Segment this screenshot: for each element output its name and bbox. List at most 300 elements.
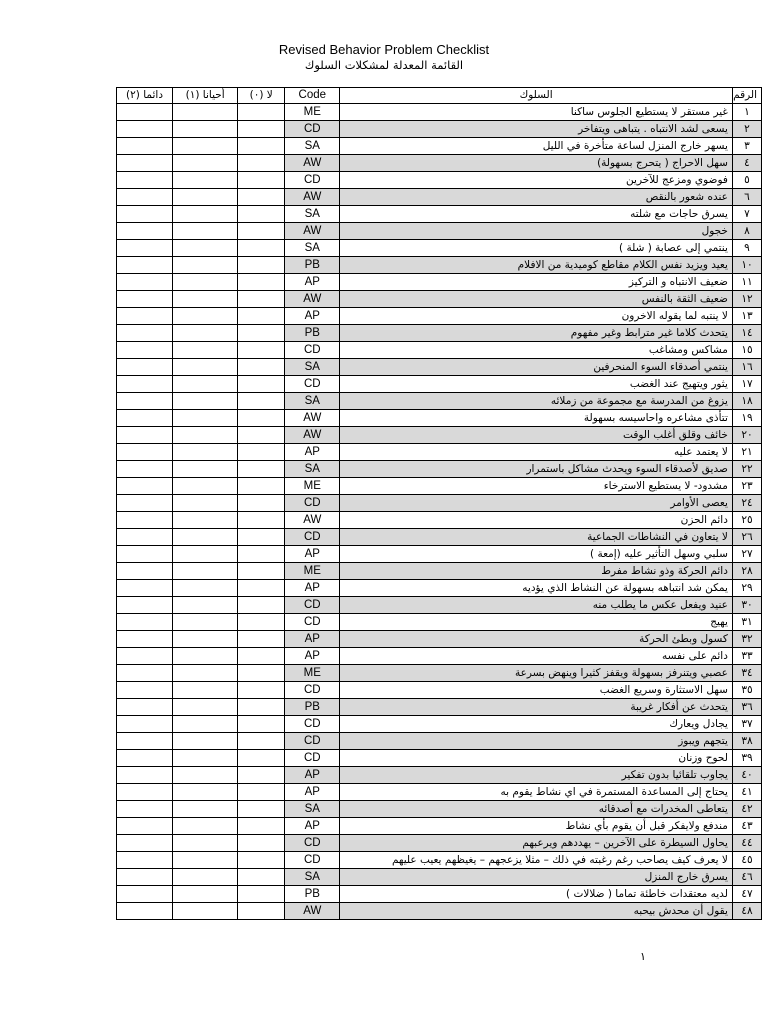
cell-always[interactable] — [117, 835, 173, 852]
cell-behavior: عنيد ويفعل عكس ما يطلب منه — [340, 597, 733, 614]
cell-no[interactable] — [238, 223, 285, 240]
cell-always[interactable] — [117, 410, 173, 427]
cell-behavior: يجاوب تلقائيا بدون تفكير — [340, 767, 733, 784]
cell-no[interactable] — [238, 529, 285, 546]
cell-sometimes[interactable] — [173, 801, 238, 818]
cell-code: CD — [285, 529, 340, 546]
cell-number: ٤٧ — [732, 886, 761, 903]
cell-no[interactable] — [238, 376, 285, 393]
cell-number: ٢٤ — [732, 495, 761, 512]
cell-behavior: غير مستقر لا يستطيع الجلوس ساكنا — [340, 104, 733, 121]
cell-no[interactable] — [238, 546, 285, 563]
cell-always[interactable] — [117, 801, 173, 818]
table-row — [117, 801, 762, 818]
cell-sometimes[interactable] — [173, 461, 238, 478]
cell-no[interactable] — [238, 410, 285, 427]
cell-no[interactable] — [238, 206, 285, 223]
cell-sometimes[interactable] — [173, 342, 238, 359]
cell-behavior: سهل الاحراج ( يتحرج بسهولة) — [340, 155, 733, 172]
cell-sometimes[interactable] — [173, 529, 238, 546]
cell-number: ١١ — [732, 274, 761, 291]
cell-no[interactable] — [238, 614, 285, 631]
cell-sometimes[interactable] — [173, 410, 238, 427]
cell-always[interactable] — [117, 699, 173, 716]
cell-no[interactable] — [238, 512, 285, 529]
table-row — [117, 172, 762, 189]
cell-always[interactable] — [117, 495, 173, 512]
cell-sometimes[interactable] — [173, 546, 238, 563]
cell-no[interactable] — [238, 325, 285, 342]
cell-sometimes[interactable] — [173, 393, 238, 410]
table-row — [117, 444, 762, 461]
cell-behavior: يسرق حاجات مع شلته — [340, 206, 733, 223]
table-row — [117, 104, 762, 121]
cell-always[interactable] — [117, 308, 173, 325]
cell-always[interactable] — [117, 121, 173, 138]
cell-code: CD — [285, 376, 340, 393]
table-header-row — [117, 88, 762, 104]
cell-behavior: خائف وقلق أغلب الوقت — [340, 427, 733, 444]
cell-no[interactable] — [238, 189, 285, 206]
cell-code: CD — [285, 614, 340, 631]
cell-code: CD — [285, 750, 340, 767]
cell-always[interactable] — [117, 614, 173, 631]
cell-code: AP — [285, 444, 340, 461]
cell-sometimes[interactable] — [173, 291, 238, 308]
table-row — [117, 529, 762, 546]
cell-no[interactable] — [238, 121, 285, 138]
cell-no[interactable] — [238, 784, 285, 801]
cell-no[interactable] — [238, 291, 285, 308]
cell-always[interactable] — [117, 393, 173, 410]
cell-behavior: كسول وبطئ الحركة — [340, 631, 733, 648]
cell-sometimes[interactable] — [173, 682, 238, 699]
cell-no[interactable] — [238, 682, 285, 699]
cell-sometimes[interactable] — [173, 886, 238, 903]
cell-number: ٣٧ — [732, 716, 761, 733]
cell-no[interactable] — [238, 665, 285, 682]
cell-behavior: يحتاج إلى المساعدة المستمرة في اي نشاط يقوم به — [340, 784, 733, 801]
cell-behavior: ينتمي إلى عصابة ( شلة ) — [340, 240, 733, 257]
cell-always[interactable] — [117, 512, 173, 529]
cell-no[interactable] — [238, 597, 285, 614]
cell-sometimes[interactable] — [173, 665, 238, 682]
cell-number: ٣٢ — [732, 631, 761, 648]
cell-sometimes[interactable] — [173, 818, 238, 835]
cell-code: SA — [285, 869, 340, 886]
cell-sometimes[interactable] — [173, 784, 238, 801]
cell-code: CD — [285, 121, 340, 138]
cell-no[interactable] — [238, 461, 285, 478]
cell-behavior: يتحدث كلاما غير مترابط وغير مفهوم — [340, 325, 733, 342]
cell-number: ١٥ — [732, 342, 761, 359]
cell-code: AP — [285, 784, 340, 801]
table-row — [117, 665, 762, 682]
table-row — [117, 274, 762, 291]
cell-no[interactable] — [238, 886, 285, 903]
cell-number: ١٨ — [732, 393, 761, 410]
cell-sometimes[interactable] — [173, 716, 238, 733]
cell-number: ٣ — [732, 138, 761, 155]
cell-behavior: لحوح وزنان — [340, 750, 733, 767]
cell-no[interactable] — [238, 444, 285, 461]
cell-behavior: لديه معتقدات خاطئة تماما ( ضلالات ) — [340, 886, 733, 903]
cell-code: AW — [285, 155, 340, 172]
table-row — [117, 597, 762, 614]
table-row — [117, 614, 762, 631]
table-row — [117, 716, 762, 733]
cell-always[interactable] — [117, 478, 173, 495]
cell-code: CD — [285, 495, 340, 512]
cell-no[interactable] — [238, 155, 285, 172]
cell-no[interactable] — [238, 767, 285, 784]
table-row — [117, 291, 762, 308]
cell-no[interactable] — [238, 733, 285, 750]
cell-always[interactable] — [117, 597, 173, 614]
cell-sometimes[interactable] — [173, 138, 238, 155]
cell-behavior: يسعى لشد الانتباه . يتباهى ويتفاخر — [340, 121, 733, 138]
cell-always[interactable] — [117, 461, 173, 478]
cell-sometimes[interactable] — [173, 512, 238, 529]
cell-always[interactable] — [117, 325, 173, 342]
cell-always[interactable] — [117, 376, 173, 393]
cell-code: AW — [285, 291, 340, 308]
cell-number: ٢٠ — [732, 427, 761, 444]
cell-always[interactable] — [117, 818, 173, 835]
cell-number: ١٩ — [732, 410, 761, 427]
table-row — [117, 155, 762, 172]
cell-behavior: يعصى الأوامر — [340, 495, 733, 512]
cell-always[interactable] — [117, 342, 173, 359]
cell-no[interactable] — [238, 240, 285, 257]
cell-number: ٢١ — [732, 444, 761, 461]
cell-no[interactable] — [238, 648, 285, 665]
cell-no[interactable] — [238, 359, 285, 376]
cell-always[interactable] — [117, 427, 173, 444]
cell-no[interactable] — [238, 104, 285, 121]
cell-always[interactable] — [117, 444, 173, 461]
cell-sometimes[interactable] — [173, 750, 238, 767]
table-row — [117, 478, 762, 495]
cell-code: SA — [285, 240, 340, 257]
cell-no[interactable] — [238, 563, 285, 580]
header-code: Code — [285, 88, 340, 104]
cell-sometimes[interactable] — [173, 852, 238, 869]
cell-sometimes[interactable] — [173, 835, 238, 852]
cell-no[interactable] — [238, 393, 285, 410]
cell-sometimes[interactable] — [173, 648, 238, 665]
cell-sometimes[interactable] — [173, 223, 238, 240]
cell-sometimes[interactable] — [173, 121, 238, 138]
cell-behavior: يتعاطى المخدرات مع أصدقائه — [340, 801, 733, 818]
cell-no[interactable] — [238, 257, 285, 274]
table-row — [117, 546, 762, 563]
cell-no[interactable] — [238, 478, 285, 495]
cell-number: ٢٧ — [732, 546, 761, 563]
cell-code: AW — [285, 512, 340, 529]
cell-no[interactable] — [238, 342, 285, 359]
cell-no[interactable] — [238, 631, 285, 648]
cell-behavior: سهل الاستثارة وسريع الغضب — [340, 682, 733, 699]
cell-number: ٦ — [732, 189, 761, 206]
table-row — [117, 325, 762, 342]
cell-behavior: سلبي وسهل التأثير عليه (إمعة ) — [340, 546, 733, 563]
cell-code: PB — [285, 699, 340, 716]
cell-code: AP — [285, 546, 340, 563]
cell-number: ٣٩ — [732, 750, 761, 767]
cell-sometimes[interactable] — [173, 308, 238, 325]
cell-sometimes[interactable] — [173, 155, 238, 172]
cell-sometimes[interactable] — [173, 580, 238, 597]
cell-behavior: عنده شعور بالنقص — [340, 189, 733, 206]
table-row — [117, 461, 762, 478]
cell-always[interactable] — [117, 750, 173, 767]
cell-number: ٢٨ — [732, 563, 761, 580]
table-row — [117, 835, 762, 852]
cell-code: AP — [285, 308, 340, 325]
cell-no[interactable] — [238, 274, 285, 291]
cell-no[interactable] — [238, 750, 285, 767]
cell-sometimes[interactable] — [173, 274, 238, 291]
cell-always[interactable] — [117, 563, 173, 580]
cell-always[interactable] — [117, 903, 173, 920]
table-row — [117, 342, 762, 359]
cell-sometimes[interactable] — [173, 767, 238, 784]
cell-number: ١ — [732, 104, 761, 121]
table-row — [117, 852, 762, 869]
cell-always[interactable] — [117, 869, 173, 886]
document-title-english: Revised Behavior Problem Checklist — [278, 42, 490, 57]
cell-no[interactable] — [238, 308, 285, 325]
cell-behavior: يحاول السيطرة على الآخرين – يهددهم ويرعبهم — [340, 835, 733, 852]
cell-sometimes[interactable] — [173, 444, 238, 461]
cell-behavior: ضعيف الثقة بالنفس — [340, 291, 733, 308]
cell-sometimes[interactable] — [173, 478, 238, 495]
cell-sometimes[interactable] — [173, 495, 238, 512]
cell-sometimes[interactable] — [173, 733, 238, 750]
cell-behavior: دائم الحزن — [340, 512, 733, 529]
cell-number: ٤٣ — [732, 818, 761, 835]
cell-behavior: فوضوي ومزعج للآخرين — [340, 172, 733, 189]
cell-no[interactable] — [238, 427, 285, 444]
table-row — [117, 784, 762, 801]
cell-number: ٢ — [732, 121, 761, 138]
cell-no[interactable] — [238, 903, 285, 920]
cell-always[interactable] — [117, 155, 173, 172]
table-row — [117, 138, 762, 155]
cell-code: SA — [285, 359, 340, 376]
cell-sometimes[interactable] — [173, 240, 238, 257]
cell-code: CD — [285, 852, 340, 869]
cell-code: CD — [285, 682, 340, 699]
cell-behavior: تتأذى مشاعره واحاسيسه بسهولة — [340, 410, 733, 427]
cell-number: ٢٥ — [732, 512, 761, 529]
cell-behavior: يزوغ من المدرسة مع مجموعة من زملائه — [340, 393, 733, 410]
cell-code: AW — [285, 223, 340, 240]
cell-sometimes[interactable] — [173, 597, 238, 614]
cell-sometimes[interactable] — [173, 614, 238, 631]
cell-behavior: يتحدث عن أفكار غريبة — [340, 699, 733, 716]
table-row — [117, 818, 762, 835]
cell-no[interactable] — [238, 869, 285, 886]
cell-always[interactable] — [117, 733, 173, 750]
cell-number: ٣٥ — [732, 682, 761, 699]
cell-code: CD — [285, 172, 340, 189]
cell-always[interactable] — [117, 189, 173, 206]
table-row — [117, 359, 762, 376]
cell-always[interactable] — [117, 886, 173, 903]
cell-behavior: يسهر خارج المنزل لساعة متأخرة في الليل — [340, 138, 733, 155]
cell-no[interactable] — [238, 818, 285, 835]
cell-number: ٢٩ — [732, 580, 761, 597]
header-always: دائما (٢) — [117, 88, 173, 104]
cell-no[interactable] — [238, 172, 285, 189]
cell-code: CD — [285, 733, 340, 750]
header-behavior: السلوك — [340, 88, 733, 104]
cell-no[interactable] — [238, 835, 285, 852]
cell-no[interactable] — [238, 495, 285, 512]
table-row — [117, 512, 762, 529]
cell-number: ٤٥ — [732, 852, 761, 869]
cell-always[interactable] — [117, 529, 173, 546]
cell-sometimes[interactable] — [173, 257, 238, 274]
cell-behavior: يثور ويتهيج عند الغضب — [340, 376, 733, 393]
header-no: لا (٠) — [238, 88, 285, 104]
cell-code: AP — [285, 274, 340, 291]
cell-number: ١٧ — [732, 376, 761, 393]
cell-code: PB — [285, 325, 340, 342]
table-row — [117, 682, 762, 699]
cell-number: ١٦ — [732, 359, 761, 376]
cell-code: PB — [285, 257, 340, 274]
cell-always[interactable] — [117, 104, 173, 121]
cell-no[interactable] — [238, 138, 285, 155]
cell-sometimes[interactable] — [173, 206, 238, 223]
cell-behavior: يعيد ويزيد نفس الكلام مقاطع كوميدية من الافلام — [340, 257, 733, 274]
cell-no[interactable] — [238, 801, 285, 818]
cell-always[interactable] — [117, 291, 173, 308]
cell-number: ٤٤ — [732, 835, 761, 852]
cell-always[interactable] — [117, 257, 173, 274]
cell-always[interactable] — [117, 784, 173, 801]
cell-behavior: مشدود- لا يستطيع الاسترخاء — [340, 478, 733, 495]
cell-always[interactable] — [117, 767, 173, 784]
cell-sometimes[interactable] — [173, 563, 238, 580]
cell-code: AP — [285, 648, 340, 665]
cell-number: ٣٦ — [732, 699, 761, 716]
cell-always[interactable] — [117, 716, 173, 733]
cell-number: ٤٨ — [732, 903, 761, 920]
cell-always[interactable] — [117, 852, 173, 869]
cell-code: AW — [285, 427, 340, 444]
cell-number: ٨ — [732, 223, 761, 240]
cell-code: ME — [285, 478, 340, 495]
cell-sometimes[interactable] — [173, 699, 238, 716]
cell-number: ٧ — [732, 206, 761, 223]
cell-always[interactable] — [117, 172, 173, 189]
cell-always[interactable] — [117, 682, 173, 699]
cell-behavior: لا يعتمد عليه — [340, 444, 733, 461]
behavior-checklist-table — [116, 87, 762, 920]
cell-code: AP — [285, 631, 340, 648]
cell-always[interactable] — [117, 580, 173, 597]
cell-behavior: خجول — [340, 223, 733, 240]
cell-behavior: ينتمي أصدقاء السوء المنحرفين — [340, 359, 733, 376]
cell-sometimes[interactable] — [173, 903, 238, 920]
cell-number: ١٣ — [732, 308, 761, 325]
cell-always[interactable] — [117, 240, 173, 257]
cell-sometimes[interactable] — [173, 869, 238, 886]
cell-code: AW — [285, 410, 340, 427]
cell-no[interactable] — [238, 580, 285, 597]
cell-number: ٣٨ — [732, 733, 761, 750]
cell-code: CD — [285, 597, 340, 614]
cell-code: ME — [285, 563, 340, 580]
cell-sometimes[interactable] — [173, 427, 238, 444]
table-row — [117, 189, 762, 206]
cell-always[interactable] — [117, 223, 173, 240]
table-row — [117, 869, 762, 886]
cell-always[interactable] — [117, 631, 173, 648]
cell-always[interactable] — [117, 138, 173, 155]
cell-behavior: يمكن شد انتباهه بسهولة عن النشاط الذي يؤديه — [340, 580, 733, 597]
cell-sometimes[interactable] — [173, 359, 238, 376]
cell-always[interactable] — [117, 359, 173, 376]
cell-code: AW — [285, 903, 340, 920]
table-row — [117, 580, 762, 597]
cell-behavior: مشاكس ومشاغب — [340, 342, 733, 359]
table-row — [117, 648, 762, 665]
table-row — [117, 240, 762, 257]
cell-code: SA — [285, 138, 340, 155]
table-row — [117, 563, 762, 580]
cell-number: ٢٦ — [732, 529, 761, 546]
cell-code: AW — [285, 189, 340, 206]
cell-always[interactable] — [117, 546, 173, 563]
cell-code: PB — [285, 886, 340, 903]
cell-always[interactable] — [117, 665, 173, 682]
cell-number: ٣٠ — [732, 597, 761, 614]
table-body — [117, 104, 762, 920]
cell-code: AP — [285, 580, 340, 597]
cell-no[interactable] — [238, 852, 285, 869]
cell-number: ٤٢ — [732, 801, 761, 818]
cell-sometimes[interactable] — [173, 325, 238, 342]
cell-sometimes[interactable] — [173, 189, 238, 206]
table-row — [117, 495, 762, 512]
table-row — [117, 121, 762, 138]
cell-always[interactable] — [117, 206, 173, 223]
cell-always[interactable] — [117, 648, 173, 665]
cell-code: ME — [285, 104, 340, 121]
cell-always[interactable] — [117, 274, 173, 291]
table-row — [117, 750, 762, 767]
cell-number: ١٠ — [732, 257, 761, 274]
cell-behavior: دائم على نفسه — [340, 648, 733, 665]
table-row — [117, 223, 762, 240]
cell-behavior: عصبي ويتنرفز بسهولة ويقفز كثيرا وينهض بسرعة — [340, 665, 733, 682]
table-row — [117, 427, 762, 444]
cell-sometimes[interactable] — [173, 631, 238, 648]
cell-no[interactable] — [238, 716, 285, 733]
cell-sometimes[interactable] — [173, 104, 238, 121]
cell-code: AP — [285, 818, 340, 835]
cell-sometimes[interactable] — [173, 172, 238, 189]
cell-code: SA — [285, 461, 340, 478]
table-row — [117, 767, 762, 784]
cell-no[interactable] — [238, 699, 285, 716]
cell-sometimes[interactable] — [173, 376, 238, 393]
